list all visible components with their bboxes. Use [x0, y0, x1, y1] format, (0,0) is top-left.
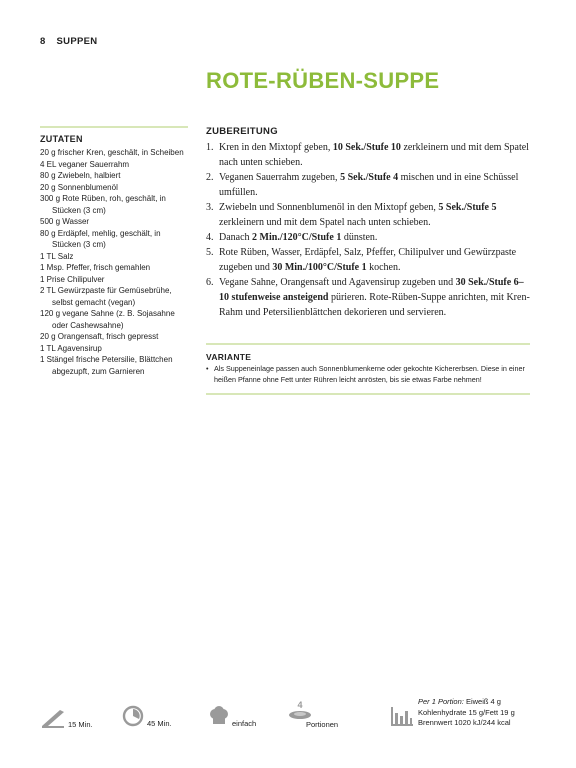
difficulty: einfach [232, 719, 257, 728]
step-item [206, 245, 530, 275]
total-time: 45 Min. [147, 719, 172, 728]
ingredient-item: 300 g Rote Rüben, roh, geschält, in Stücken (3 cm) [40, 194, 166, 215]
step-text: Rote Rüben, Wasser, Erdäpfel, Salz, Pfeffer, Chilipulver und Gewürzpaste zugeben und [219, 247, 517, 273]
ingredients-heading: ZUTATEN [40, 134, 83, 144]
nutrition-info [418, 697, 515, 729]
ingredient-item: 1 Stängel frische Petersilie, Blättchen abgezupft, zum Garnieren [40, 355, 173, 376]
step-setting: 2 Min./120°C/Stufe 1 [252, 232, 342, 243]
step-number: 3. [206, 202, 214, 213]
ingredient-item: 1 TL Agavensirup [40, 343, 102, 353]
ingredient-item: 1 Prise Chilipulver [40, 274, 105, 284]
bar-chart-icon [390, 705, 414, 727]
step-setting: 30 Min./100°C/Stufe 1 [272, 262, 367, 273]
step-item [206, 170, 530, 200]
step-text: dünsten. [341, 232, 378, 243]
step-text: Kren in den Mixtopf geben, [219, 142, 333, 153]
ingredients-list [40, 147, 188, 377]
preparation-steps [206, 140, 530, 320]
ingredient-item: 4 EL veganer Sauerrahm [40, 159, 130, 169]
energy: Brennwert 1020 kJ/244 kcal [418, 718, 511, 727]
ingredient-item: 2 TL Gewürzpaste für Gemüsebrühe, selbst gemacht (vegan) [40, 286, 172, 307]
preparation-heading: ZUBEREITUNG [206, 126, 278, 137]
ingredient-item: 1 Msp. Pfeffer, frisch gemahlen [40, 263, 151, 272]
step-text: kochen. [366, 262, 401, 273]
protein: Eiweiß 4 g [465, 697, 501, 706]
divider [206, 343, 530, 345]
ingredient-item: 80 g Zwiebeln, halbiert [40, 171, 121, 180]
section-title: SUPPEN [56, 36, 98, 47]
step-setting: 5 Sek./Stufe 5 [438, 202, 497, 213]
divider [40, 126, 188, 128]
step-text: pürieren. Rote-Rüben-Suppe anrichten, mit Kren-Rahm und Petersilienblättchen dekorieren und servieren. [219, 292, 530, 318]
per-portion-label: Per 1 Portion: [418, 697, 464, 706]
step-text: Danach [219, 232, 253, 243]
ingredient-item: 1 TL Salz [40, 251, 74, 261]
step-text: Zwiebeln und Sonnenblumenöl in den Mixtopf geben, [219, 202, 439, 213]
clock-icon [122, 705, 144, 727]
step-text: zerkleinern und mit dem Spatel nach unten schieben. [219, 142, 529, 168]
ingredient-item: 120 g vegane Sahne (z. B. Sojasahne oder Cashewsahne) [40, 309, 175, 330]
step-item [206, 275, 530, 320]
portions-count: 4 [297, 700, 303, 710]
prep-time-info [40, 706, 93, 728]
knife-icon [40, 706, 66, 728]
ingredient-item: 20 g Sonnenblumenöl [40, 182, 118, 192]
step-number: 2. [206, 172, 214, 183]
prep-time: 15 Min. [68, 720, 93, 729]
step-setting: 5 Sek./Stufe 4 [340, 172, 399, 183]
page-header [40, 36, 97, 47]
step-number: 5. [206, 247, 214, 258]
step-text: zerkleinern und mit dem Spatel nach unten schieben. [219, 217, 431, 228]
step-item [206, 140, 530, 170]
plate-icon [288, 710, 312, 720]
step-text: Vegane Sahne, Orangensaft und Agavensirup zugeben und [219, 277, 456, 288]
step-item [206, 200, 530, 230]
portions-label: Portionen [306, 720, 339, 729]
step-setting: 10 Sek./Stufe 10 [332, 142, 401, 153]
divider [206, 393, 530, 395]
total-time-info [122, 705, 172, 727]
step-text: Veganen Sauerrahm zugeben, [219, 172, 341, 183]
variante-text: • Als Suppeneinlage passen auch Sonnenblumenkerne oder gekochte Kichererbsen. Diese in einer heißen Pfanne ohne Fett unter Rühren leicht anrösten, bis sie etwas Farbe nehmen! [206, 364, 530, 385]
difficulty-info [208, 705, 256, 727]
step-setting: 30 Sek./Stufe 6–10 stufenweise ansteigend [219, 277, 524, 303]
step-number: 1. [206, 142, 214, 153]
step-number: 4. [206, 232, 214, 243]
recipe-title: ROTE-RÜBEN-SUPPE [206, 68, 440, 93]
variante-box [206, 343, 530, 395]
ingredients-panel [40, 126, 188, 377]
carbs-fat: Kohlenhydrate 15 g/Fett 19 g [418, 707, 515, 717]
page-number: 8 [40, 36, 46, 47]
ingredient-item: 20 g Orangensaft, frisch gepresst [40, 332, 159, 341]
variante-heading: VARIANTE [206, 352, 252, 362]
portions-info [288, 700, 312, 720]
ingredient-item: 80 g Erdäpfel, mehlig, geschält, in Stücken (3 cm) [40, 228, 161, 249]
ingredient-item: 20 g frischer Kren, geschält, in Scheiben [40, 148, 184, 157]
step-item [206, 230, 530, 245]
nutrition-icon-box [390, 705, 414, 727]
preparation-panel [206, 126, 530, 320]
step-text: mischen und in eine Schüssel umfüllen. [219, 172, 519, 198]
step-number: 6. [206, 277, 214, 288]
chef-hat-icon [208, 705, 230, 727]
ingredient-item: 500 g Wasser [40, 217, 90, 226]
